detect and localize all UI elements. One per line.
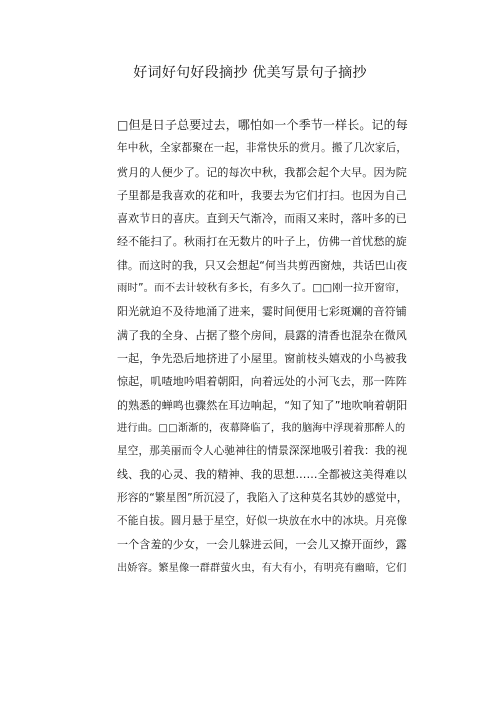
body-line: 进行曲。□□渐渐的，夜幕降临了，我的脑海中浮现着那醉人的 — [117, 422, 406, 434]
body-line: 经不能扫了。秋雨打在无数片的叶子上，仿佛一首忧愁的旋 — [117, 235, 407, 249]
body-line: 满了我的全身、占据了整个房间，晨露的清香也混杂在微风 — [117, 328, 407, 342]
body-line: □但是日子总要过去，哪怕如一个季节一样长。记的每 — [117, 118, 408, 132]
body-line: 不能自拔。圆月悬于星空，好似一块放在水中的冰块。月亮像 — [117, 515, 408, 528]
body-line: 赏月的人便少了。记的每次中秋，我都会起个大早。因为院 — [117, 165, 407, 179]
body-line: 雨时”。而不去计较秋有多长，有多久了。□□刚一拉开窗帘， — [117, 282, 406, 295]
document-title: 好词好句好段摘抄 优美写景句子摘抄 — [133, 65, 367, 81]
body-line: 喜欢节日的喜庆。直到天气渐冷，而雨又来时，落叶多的已 — [117, 212, 407, 226]
body-line: 年中秋，全家都聚在一起，非常快乐的赏月。搬了几次家后， — [117, 142, 408, 155]
body-line: 星空，那美丽而令人心驰神往的情景深深地吸引着我：我的视 — [117, 445, 408, 458]
body-line: 的熟悉的蝉鸣也骤然在耳边响起，“知了知了”地吹响着朝阳 — [117, 398, 408, 412]
body-line: 一起，争先恐后地挤进了小屋里。窗前枝头嬉戏的小鸟被我 — [117, 351, 407, 365]
body-line: 惊起，叽喳地吟唱着朝阳，向着远处的小河飞去，那一阵阵 — [117, 375, 407, 389]
body-line: 律。而这时的我，只又会想起“何当共剪西窗烛，共话巴山夜 — [117, 258, 408, 272]
body-line: 阳光就迫不及待地涌了进来，霎时间便用七彩斑斓的音符铺 — [117, 305, 407, 319]
body-line: 形容的“繁星图”所沉浸了，我陷入了这种莫名其妙的感觉中， — [117, 491, 408, 504]
body-line: 线、我的心灵、我的精神、我的思想……全都被这美得难以 — [117, 468, 407, 482]
body-line: 子里都是我喜欢的花和叶，我要去为它们打扫。也因为自己 — [117, 188, 407, 202]
document-body — [117, 114, 409, 580]
body-line: 出娇容。繁星像一群群萤火虫，有大有小，有明亮有幽暗，它们 — [117, 562, 407, 574]
body-line: 一个含羞的少女，一会儿躲进云间，一会儿又撩开面纱，露 — [117, 538, 407, 552]
